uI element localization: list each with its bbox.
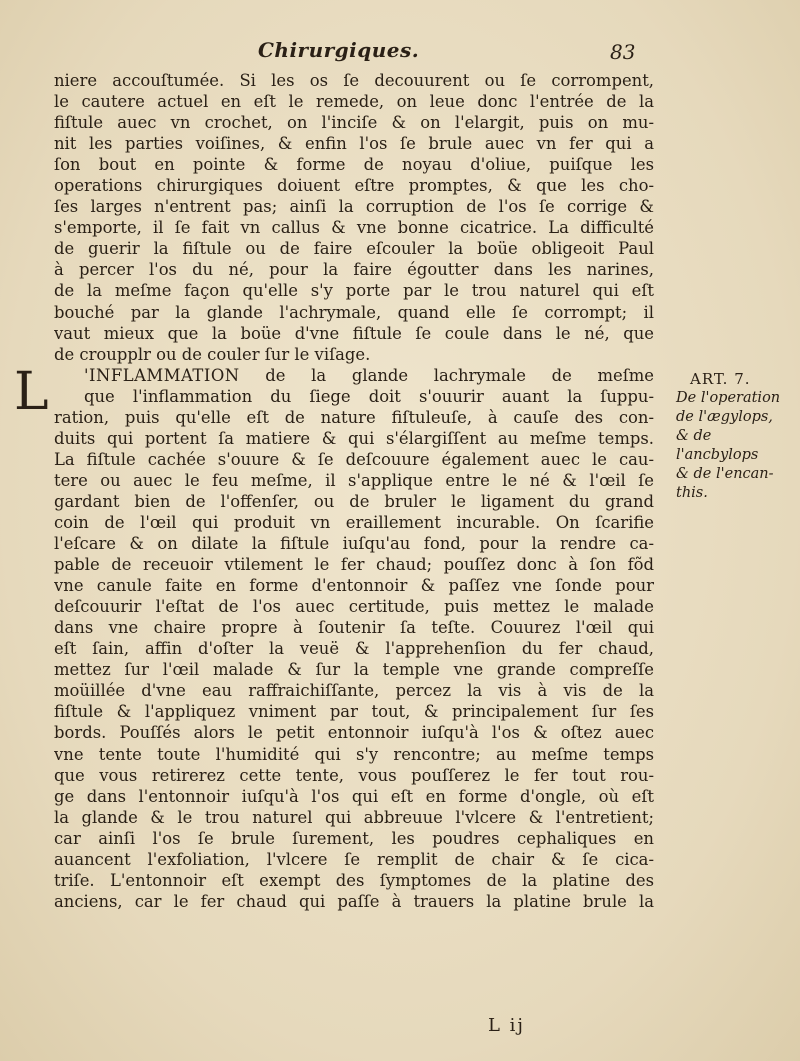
paragraph-2-line: anciens, car le fer chaud qui paſſe à trauers la platine brule la (54, 891, 654, 911)
margin-note-line: De l'operation (676, 390, 781, 406)
paragraph-2-line: car ainſi l'os ſe brule ſurement, les poudres cephaliques en (54, 828, 654, 848)
paragraph-2-line: moüillée d'vne eau raffraichiſſante, percez la vis à vis de la (54, 681, 654, 701)
paragraph-1-line: nit les parties voiſines, & enfin l'os ſe brule auec vn fer qui a (54, 134, 654, 154)
paragraph-1-line: niere accouſtumée. Si les os ſe decouurent ou ſe corrompent, (54, 71, 654, 90)
paragraph-2-line: auancent l'exfoliation, l'vlcere ſe remplit de chair & ſe cica- (54, 849, 654, 869)
paragraph-2-line: coin de l'œil qui produit vn eraillement incurable. On ſcarifie (54, 512, 654, 532)
paragraph-2-line: vne canule faite en forme d'entonnoir & paſſez vne ſonde pour (54, 576, 654, 596)
running-head (0, 38, 800, 68)
margin-note-lines (676, 389, 796, 503)
paragraph-2-line: gardant bien de l'offenſer, ou de bruler le ligament du grand (54, 491, 654, 511)
paragraph-2-first-line (54, 365, 654, 386)
paragraph-1-line: de la meſme façon qu'elle s'y porte par le trou naturel qui eſt (54, 281, 654, 301)
paragraph-1-line: fiſtule auec vn crochet, on l'inciſe & on l'elargit, puis on mu- (54, 113, 654, 133)
paragraph-2-line: vne tente toute l'humidité qui s'y rencontre; au meſme temps (54, 744, 654, 764)
body-text (54, 70, 654, 912)
paragraph-1-line: ſon bout en pointe & forme de noyau d'oliue, puiſque les (54, 155, 654, 175)
paragraph-2-line: fiſtule & l'appliquez vniment par tout, & principalement ſur ſes (54, 702, 654, 722)
paragraph-1-line: bouché par la glande l'achrymale, quand elle ſe corrompt; il (54, 302, 654, 322)
paragraph-2-line: que vous retirerez cette tente, vous pouſſerez le fer tout rou- (54, 765, 654, 785)
paragraph-2-line: triſe. L'entonnoir eſt exempt des ſymptomes de la platine des (54, 870, 654, 890)
paragraph-2-line: l'eſcare & on dilate la fiſtule iuſqu'au fond, pour la rendre ca- (54, 534, 654, 554)
paragraph-2-line: que l'inflammation du ſiege doit s'ouurir auant la ſuppu- (84, 386, 654, 406)
margin-note-line: de l'ægylops, (676, 409, 773, 425)
paragraph-1-line: de guerir la fiſtule ou de faire eſcouler la boüe obligeoit Paul (54, 239, 654, 259)
running-title: Chirurgiques. (258, 38, 420, 62)
paragraph-2-line: deſcouurir l'eſtat de l'os auec certitude, puis mettez le malade (54, 597, 654, 617)
paragraph-2 (54, 365, 654, 912)
paragraph-1-line: operations chirurgiques doiuent eſtre promptes, & que les cho- (54, 176, 654, 196)
paragraph-1-line: de croupplr ou de couler ſur le viſage. (54, 344, 371, 364)
paragraph-2-line: duits qui portent ſa matiere & qui s'élargiſſent au meſme temps. (54, 428, 654, 448)
paragraph-1-line: à percer l'os du né, pour la faire égoutter dans les narines, (54, 260, 654, 280)
page-number: 83 (610, 40, 636, 64)
paragraph-1-line: ſes larges n'entrent pas; ainſi la corruption de l'os ſe corrige & (54, 197, 654, 217)
article-number: ART. 7. (690, 370, 751, 388)
paragraph-2-line: mettez ſur l'œil malade & ſur la temple vne grande compreſſe (54, 660, 654, 680)
drop-cap: L (14, 362, 49, 422)
paragraph-2-line: la glande & le trou naturel qui abbreuue l'vlcere & l'entretient; (54, 807, 654, 827)
paragraph-2-line: La fiſtule cachée s'ouure & ſe deſcouure également auec le cau- (54, 449, 654, 469)
paragraph-2-line: bords. Pouſſés alors le petit entonnoir iuſqu'à l'os & oſtez auec (54, 723, 654, 743)
paragraph-2-line: eſt ſain, affin d'oſter la veuë & l'apprehenſion du fer chaud, (54, 639, 654, 659)
margin-note (676, 370, 796, 503)
first-word: 'INFLAMMATION (84, 365, 240, 385)
paragraph-2-line: ration, puis qu'elle eſt de nature fiſtuleuſe, à cauſe des con- (54, 407, 654, 427)
paragraph-1-line: le cautere actuel en eſt le remede, on leue donc l'entrée de la (54, 92, 654, 112)
paragraph-1-line: s'emporte, il ſe fait vn callus & vne bonne cicatrice. La difficulté (54, 218, 654, 238)
margin-note-line: & de l'ancbylops (676, 428, 759, 463)
paragraph-2-line: ge dans l'entonnoir iuſqu'à l'os qui eſt en forme d'ongle, où eſt (54, 786, 654, 806)
first-line-rest: de la glande lachrymale de meſme (265, 365, 654, 385)
margin-note-line: this. (676, 485, 708, 501)
paragraph-1 (54, 70, 654, 365)
signature-mark: L ij (488, 1015, 526, 1036)
paragraph-2-line: tere ou auec le feu meſme, il s'applique entre le né & l'œil ſe (54, 470, 654, 490)
paragraph-2-line: dans vne chaire propre à ſoutenir ſa teſte. Couurez l'œil qui (54, 618, 654, 638)
paragraph-2-line: pable de receuoir vtilement le fer chaud; pouſſez donc à ſon fõd (54, 555, 654, 575)
paragraph-1-line: vaut mieux que la boüe d'vne fiſtule ſe coule dans le né, que (54, 323, 654, 343)
margin-note-line: & de l'encan- (676, 466, 774, 482)
